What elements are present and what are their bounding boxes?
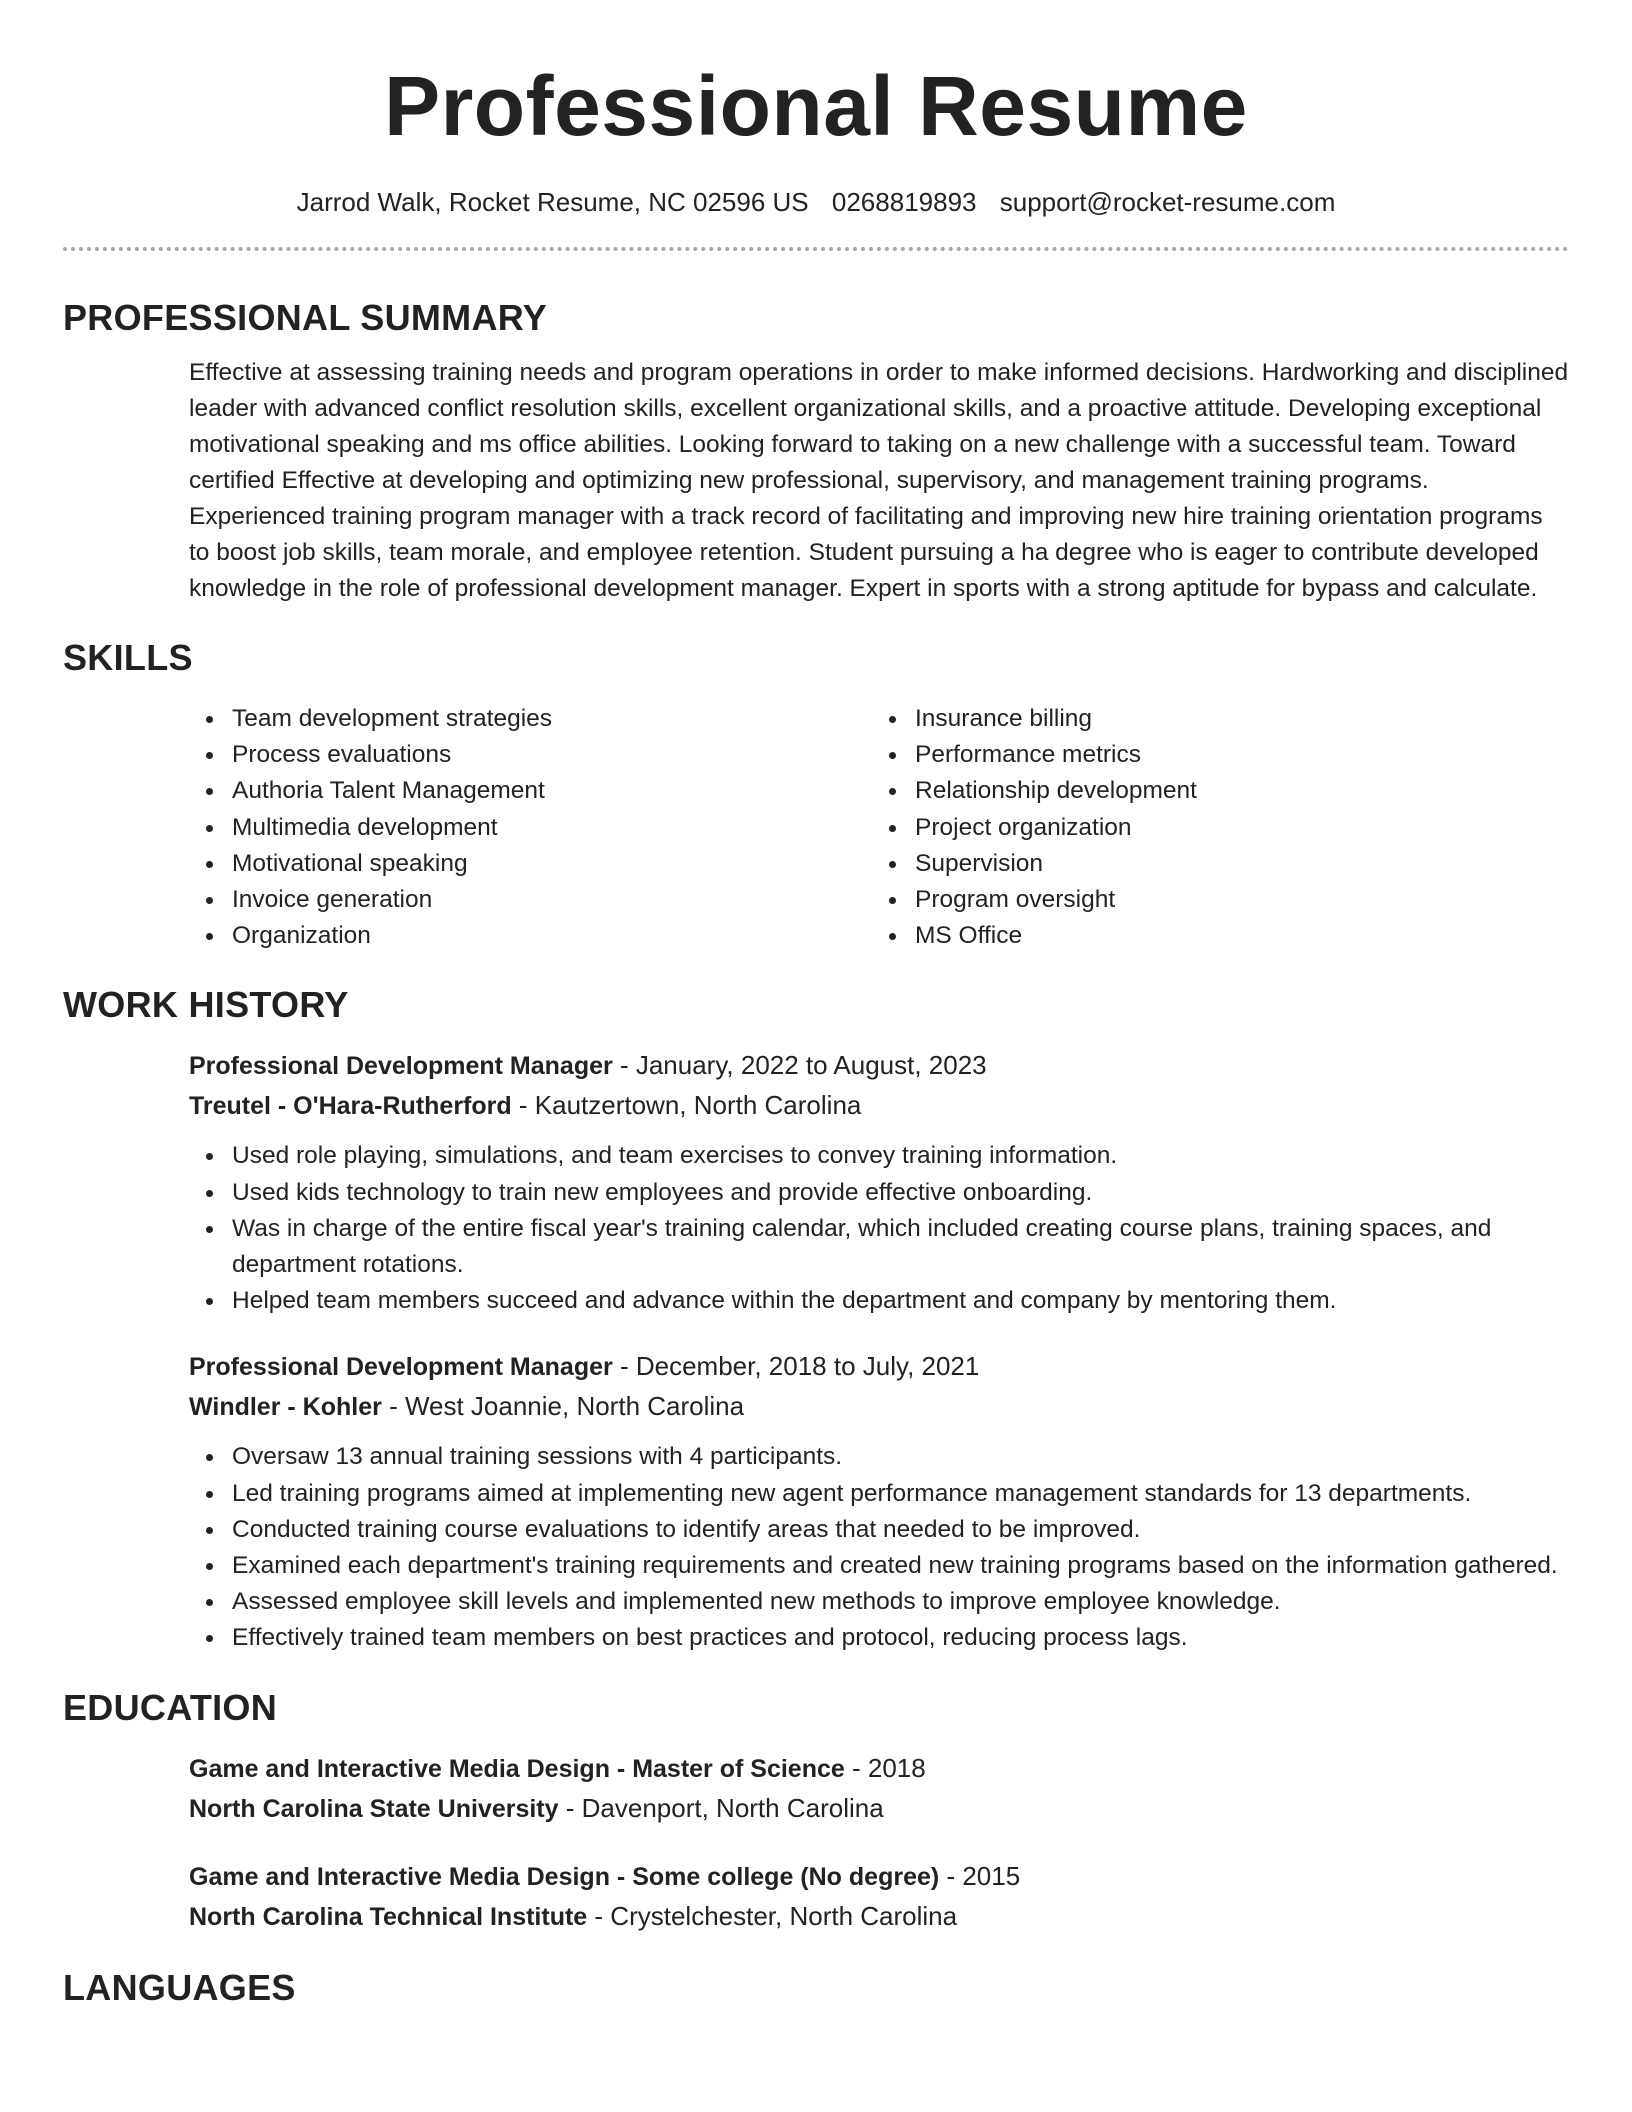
skill-item: Process evaluations (232, 737, 872, 773)
skill-item: Multimedia development (232, 810, 872, 846)
job-company: Treutel - O'Hara-Rutherford (189, 1092, 512, 1121)
skill-item: Project organization (915, 810, 1555, 846)
job-entry (189, 1046, 1569, 1319)
job-location: - West Joannie, North Carolina (381, 1391, 745, 1422)
degree-line (189, 1749, 1569, 1789)
contact-email: support@rocket-resume.com (999, 187, 1336, 217)
skill-item: Organization (232, 918, 872, 954)
job-duty: Conducted training course evaluations to identify areas that needed to be improved. (232, 1512, 1569, 1548)
education-entry (189, 1857, 1569, 1937)
school-name: North Carolina Technical Institute (189, 1902, 588, 1931)
job-location: - Kautzertown, North Carolina (511, 1090, 862, 1121)
job-title: Professional Development Manager (189, 1052, 613, 1081)
header-divider (63, 247, 1569, 251)
job-duty: Examined each department's training requirements and created new training programs based on the information gathered. (232, 1548, 1569, 1584)
degree-name: Game and Interactive Media Design - Master of Science (189, 1754, 845, 1783)
skills-list (189, 701, 1569, 954)
skill-item: Performance metrics (915, 737, 1555, 773)
skill-item: Motivational speaking (232, 846, 872, 882)
job-entry (189, 1347, 1569, 1656)
job-title-line (189, 1347, 1569, 1387)
school-name: North Carolina State University (189, 1794, 559, 1823)
job-duty: Led training programs aimed at implementing new agent performance management standards for 13 departments. (232, 1476, 1569, 1512)
skills-heading: SKILLS (63, 637, 193, 678)
job-company-line (189, 1086, 1569, 1126)
job-company-line (189, 1387, 1569, 1427)
summary-heading: PROFESSIONAL SUMMARY (63, 297, 548, 338)
job-duty: Assessed employee skill levels and implemented new methods to improve employee knowledge. (232, 1584, 1569, 1620)
job-duty: Oversaw 13 annual training sessions with 4 participants. (232, 1439, 1569, 1475)
job-company: Windler - Kohler (189, 1393, 382, 1422)
education-entry (189, 1749, 1569, 1829)
skill-item: Relationship development (915, 773, 1555, 809)
skill-item: Invoice generation (232, 882, 872, 918)
degree-name: Game and Interactive Media Design - Some college (No degree) (189, 1862, 940, 1891)
work-history-heading: WORK HISTORY (63, 984, 349, 1026)
summary-text: Effective at assessing training needs and program operations in order to make informed decisions. Hardworking and disciplined leader with advanced conflict resolution skills, excellent organizational skills, and a proactive attitude. Developing exceptional motivational speaking and ms office abilities. Looking forward to taking on a new challenge with a successful team. Toward certified Effective at developing and optimizing new professional, supervisory, and management training programs. Experienced training program manager with a track record of facilitating and improving new hire training orientation programs to boost job skills, team morale, and employee retention. Student pursuing a ha degree who is eager to contribute developed knowledge in the role of professional development manager. Expert in sports with a strong aptitude for bypass and calculate. (189, 359, 1569, 602)
degree-year: - 2018 (844, 1752, 926, 1783)
job-duties (189, 1138, 1569, 1319)
skill-item: Program oversight (915, 882, 1555, 918)
school-location: - Crystelchester, North Carolina (587, 1900, 958, 1931)
job-dates: - January, 2022 to August, 2023 (612, 1050, 987, 1081)
skill-item: Team development strategies (232, 701, 872, 737)
job-title-line (189, 1046, 1569, 1086)
degree-year: - 2015 (939, 1860, 1021, 1891)
job-duty: Used role playing, simulations, and team exercises to convey training information. (232, 1138, 1569, 1174)
job-dates: - December, 2018 to July, 2021 (612, 1351, 980, 1382)
job-title: Professional Development Manager (189, 1353, 613, 1382)
education-heading: EDUCATION (63, 1686, 278, 1728)
job-duties (189, 1439, 1569, 1656)
languages-heading: LANGUAGES (63, 1966, 296, 2008)
contact-line (63, 184, 1569, 220)
contact-address: Jarrod Walk, Rocket Resume, NC 02596 US (296, 187, 809, 217)
school-line (189, 1897, 1569, 1937)
skill-item: Insurance billing (915, 701, 1555, 737)
skills-column-right (872, 701, 1555, 954)
school-location: - Davenport, North Carolina (558, 1792, 884, 1823)
job-duty: Helped team members succeed and advance within the department and company by mentoring them. (232, 1283, 1569, 1319)
degree-line (189, 1857, 1569, 1897)
skill-item: Authoria Talent Management (232, 773, 872, 809)
job-duty: Effectively trained team members on best practices and protocol, reducing process lags. (232, 1620, 1569, 1656)
resume-title: Professional Resume (384, 59, 1248, 153)
job-duty: Used kids technology to train new employees and provide effective onboarding. (232, 1175, 1569, 1211)
skill-item: MS Office (915, 918, 1555, 954)
skill-item: Supervision (915, 846, 1555, 882)
contact-phone: 0268819893 (831, 187, 977, 217)
job-duty: Was in charge of the entire fiscal year's training calendar, which included creating course plans, training spaces, and department rotations. (232, 1211, 1569, 1283)
school-line (189, 1789, 1569, 1829)
skills-column-left (189, 701, 872, 954)
